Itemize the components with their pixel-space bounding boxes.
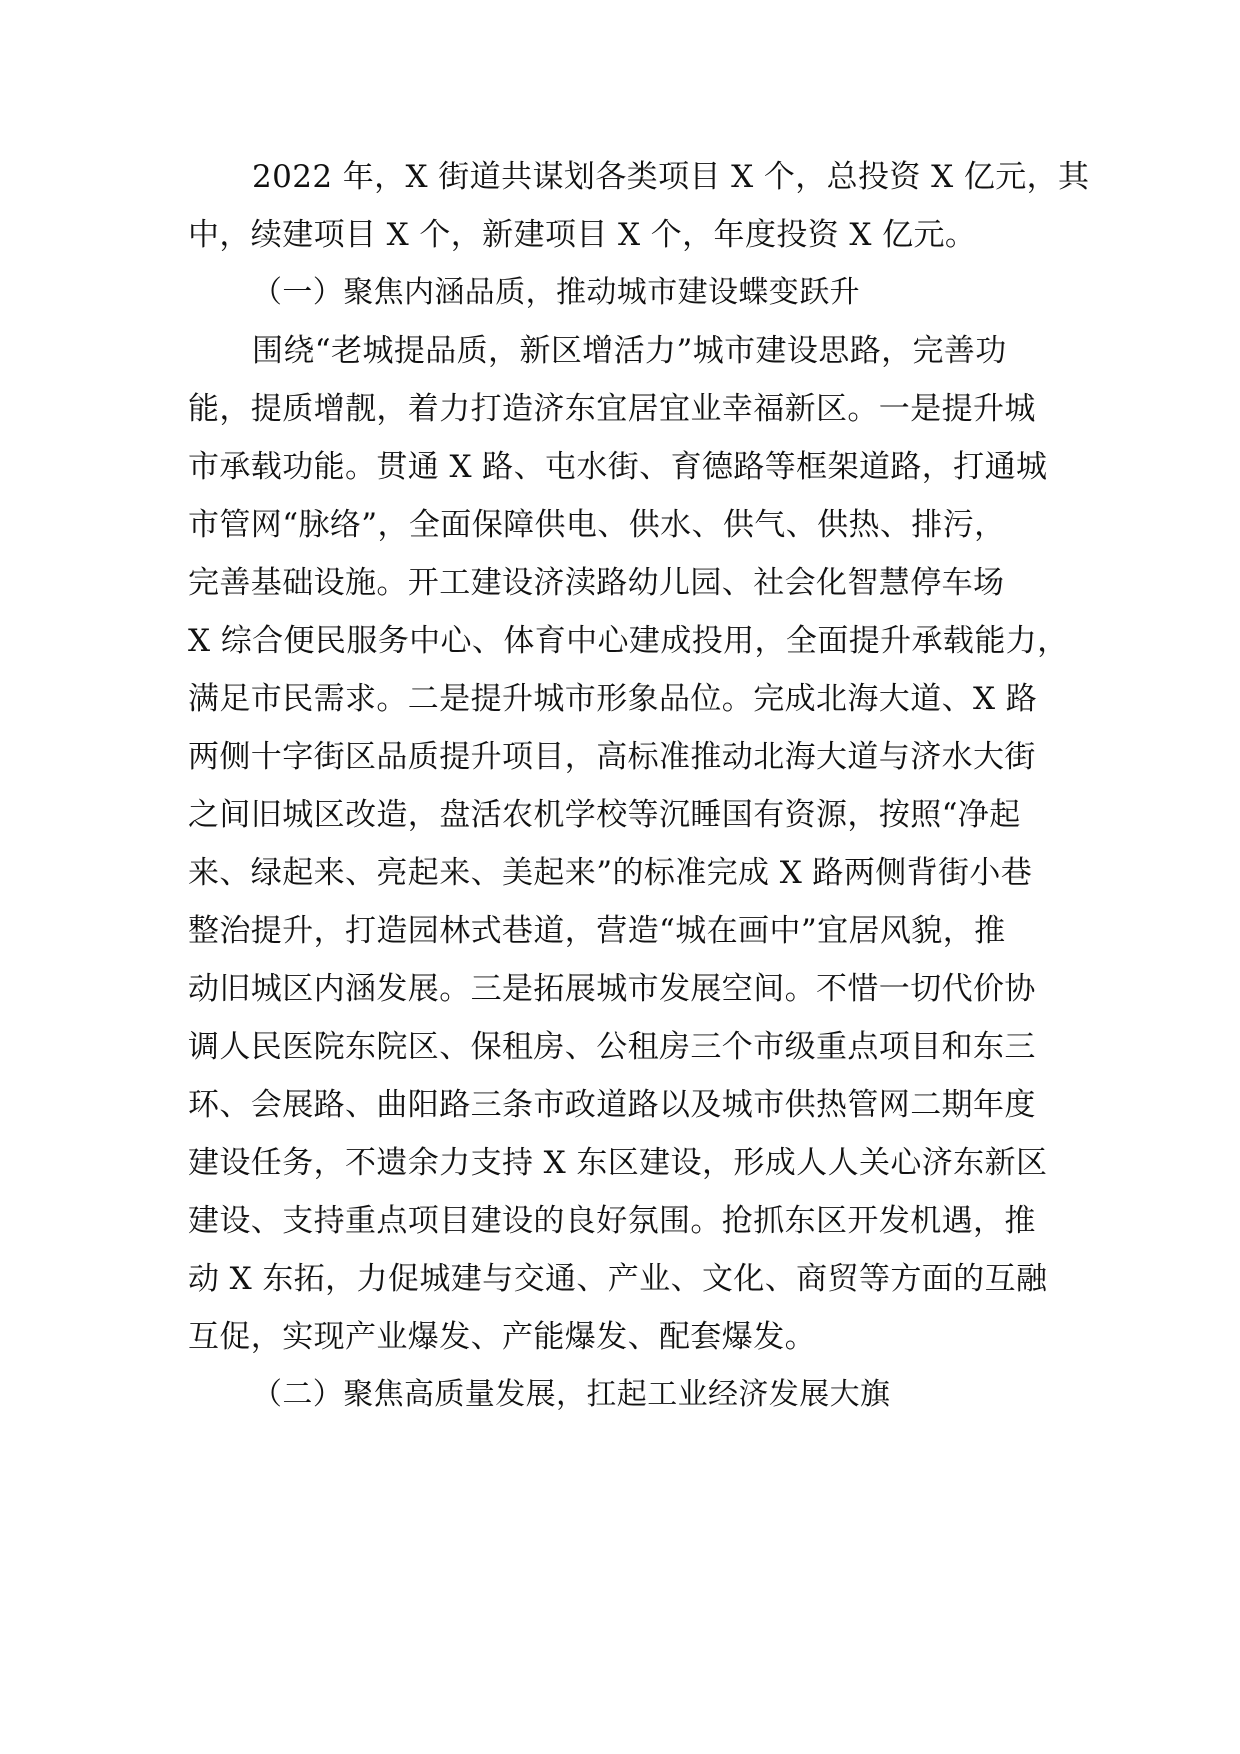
intro-line: 中，续建项目 X 个，新建项目 X 个，年度投资 X 亿元。 (188, 217, 977, 253)
paragraph-line: 来、绿起来、亮起来、美起来”的标准完成 X 路两侧背街小巷 (188, 855, 1033, 891)
paragraph-line: 互促，实现产业爆发、产能爆发、配套爆发。 (188, 1319, 816, 1355)
paragraph-line: 市承载功能。贯通 X 路、屯水街、育德路等框架道路，打通城 (188, 449, 1048, 485)
paragraph-line: 建设任务，不遗余力支持 X 东区建设，形成人人关心济东新区 (188, 1145, 1048, 1181)
paragraph-line: 动 X 东拓，力促城建与交通、产业、文化、商贸等方面的互融 (188, 1261, 1048, 1297)
paragraph-line: 调人民医院东院区、保租房、公租房三个市级重点项目和东三 (188, 1029, 1036, 1065)
paragraph-line: 满足市民需求。二是提升城市形象品位。完成北海大道、X 路 (188, 681, 1038, 717)
paragraph-line: 围绕“老城提品质，新区增活力”城市建设思路，完善功 (252, 333, 1007, 369)
paragraph-line: 建设、支持重点项目建设的良好氛围。抢抓东区开发机遇，推 (188, 1203, 1036, 1239)
paragraph-line: 能，提质增靓，着力打造济东宜居宜业幸福新区。一是提升城 (188, 391, 1036, 427)
intro-line: 2022 年，X 街道共谋划各类项目 X 个，总投资 X 亿元，其 (252, 159, 1090, 195)
paragraph-line: 市管网“脉络”，全面保障供电、供水、供气、供热、排污， (188, 507, 1006, 543)
paragraph-line: 环、会展路、曲阳路三条市政道路以及城市供热管网二期年度 (188, 1087, 1036, 1123)
paragraph-line: 两侧十字街区品质提升项目，高标准推动北海大道与济水大街 (188, 739, 1036, 775)
section-heading-1: （一）聚焦内涵品质，推动城市建设蝶变跃升 (252, 275, 860, 310)
paragraph-line: X 综合便民服务中心、体育中心建成投用，全面提升承载能力， (188, 623, 1069, 659)
paragraph-line: 动旧城区内涵发展。三是拓展城市发展空间。不惜一切代价协 (188, 971, 1036, 1007)
paragraph-line: 完善基础设施。开工建设济渎路幼儿园、社会化智慧停车场 (188, 565, 1005, 601)
paragraph-line: 整治提升，打造园林式巷道，营造“城在画中”宜居风貌，推 (188, 913, 1006, 949)
paragraph-line: 之间旧城区改造，盘活农机学校等沉睡国有资源，按照“净起 (188, 797, 1021, 833)
section-heading-2: （二）聚焦高质量发展，扛起工业经济发展大旗 (252, 1377, 891, 1412)
